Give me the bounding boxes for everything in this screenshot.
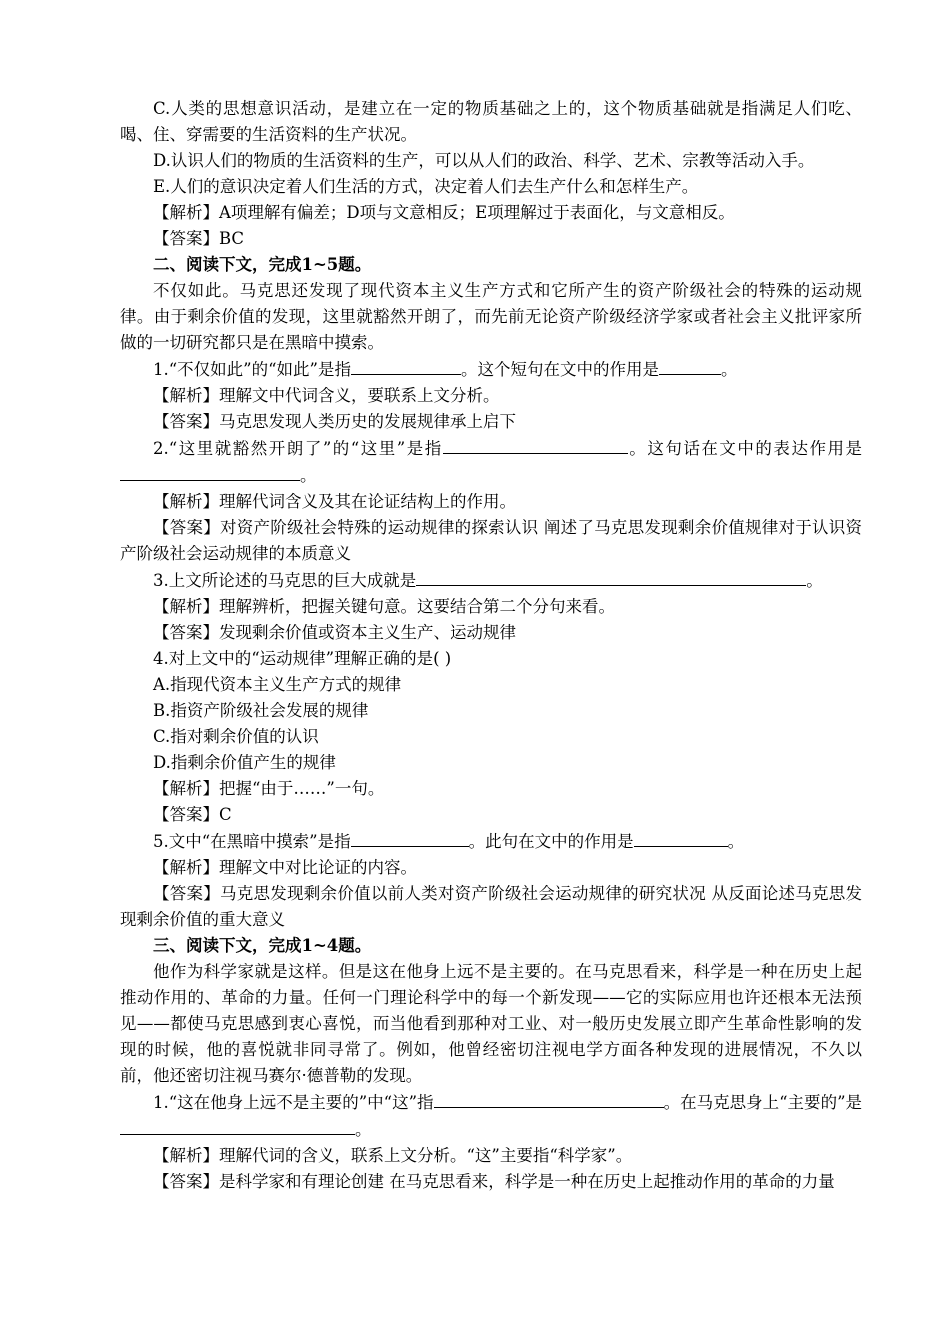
section-heading: 二、阅读下文，完成1~5题。: [153, 255, 372, 274]
answer-blank[interactable]: [351, 828, 469, 847]
question-5: [120, 828, 862, 855]
answer: 【答案】发现剩余价值或资本主义生产、运动规律: [153, 623, 516, 642]
question-text: 3.上文所论述的马克思的巨大成就是: [153, 571, 417, 590]
analysis: 【解析】理解文中对比论证的内容。: [153, 858, 417, 877]
reading-passage: 不仅如此。马克思还发现了现代资本主义生产方式和它所产生的资产阶级社会的特殊的运动规律。由于剩余价值的发现，这里就豁然开朗了，而先前无论资产阶级经济学家或者社会主义批评家所做的一切研究都只是在黑暗中摸索。: [120, 281, 862, 352]
analysis: 【解析】理解代词的含义，联系上文分析。“这”主要指“科学家”。: [153, 1146, 633, 1165]
answer: 【答案】是科学家和有理论创建 在马克思看来，科学是一种在历史上起推动作用的革命的力量: [153, 1172, 835, 1191]
question-2: [120, 435, 862, 489]
section-heading: 三、阅读下文，完成1~4题。: [153, 936, 372, 955]
answer-blank[interactable]: [120, 1116, 355, 1135]
question-text: 。: [300, 466, 317, 485]
question-text: 。在马克思身上“主要的”是: [663, 1093, 863, 1112]
analysis: 【解析】把握“由于……”一句。: [153, 779, 385, 798]
question-text: 。此句在文中的作用是: [468, 832, 634, 851]
answer-blank[interactable]: [351, 356, 461, 375]
question-text: 。: [727, 832, 745, 851]
analysis: 【解析】A项理解有偏差；D项与文意相反；E项理解过于表面化，与文意相反。: [153, 203, 735, 222]
choice-option-a: A.指现代资本主义生产方式的规律: [153, 675, 402, 694]
answer: 【答案】马克思发现剩余价值以前人类对资产阶级社会运动规律的研究状况 从反面论述马克思发现剩余价值的重大意义: [120, 884, 862, 929]
question-text: 5.文中“在黑暗中摸索”是指: [153, 832, 351, 851]
reading-passage: 他作为科学家就是这样。但是这在他身上远不是主要的。在马克思看来，科学是一种在历史上起推动作用的、革命的力量。任何一门理论科学中的每一个新发现——它的实际应用也许还根本无法预见——都使马克思感到衷心喜悦，而当他看到那种对工业、对一般历史发展立即产生革命性影响的发现的时候，他的喜悦就非同寻常了。例如，他曾经密切注视电学方面各种发现的进展情况，不久以前，他还密切注视马赛尔·德普勒的发现。: [120, 962, 862, 1085]
question-text: 。这个短句在文中的作用是: [460, 360, 659, 379]
question-4: 4.对上文中的“运动规律”理解正确的是( ): [153, 649, 452, 668]
answer-blank[interactable]: [659, 356, 721, 375]
option-d: D.认识人们的物质的生活资料的生产，可以从人们的政治、科学、艺术、宗教等活动入手。: [153, 151, 815, 170]
question-1: [120, 1089, 862, 1143]
answer-blank[interactable]: [120, 462, 300, 481]
answer: 【答案】C: [153, 805, 232, 824]
answer-blank[interactable]: [443, 435, 628, 454]
answer-blank[interactable]: [634, 828, 728, 847]
question-text: 。: [806, 571, 823, 590]
question-text: 。: [355, 1120, 372, 1139]
question-text: 2.“这里就豁然开朗了”的“这里”是指: [153, 439, 443, 458]
choice-option-d: D.指剩余价值产生的规律: [153, 753, 336, 772]
option-e: E.人们的意识决定着人们生活的方式，决定着人们去生产什么和怎样生产。: [153, 177, 699, 196]
answer: 【答案】BC: [153, 229, 245, 248]
answer-blank[interactable]: [434, 1089, 664, 1108]
option-c: C.人类的思想意识活动，是建立在一定的物质基础之上的，这个物质基础就是指满足人们吃、喝、住、穿需要的生活资料的生产状况。: [120, 99, 862, 144]
question-text: 。: [720, 360, 738, 379]
answer: 【答案】对资产阶级社会特殊的运动规律的探索认识 阐述了马克思发现剩余价值规律对于认识资产阶级社会运动规律的本质意义: [120, 518, 862, 563]
answer-blank[interactable]: [416, 567, 806, 586]
analysis: 【解析】理解代词含义及其在论证结构上的作用。: [153, 492, 516, 511]
question-3: [120, 567, 862, 594]
analysis: 【解析】理解辨析，把握关键句意。这要结合第二个分句来看。: [153, 597, 615, 616]
question-1: [120, 356, 862, 383]
question-text: 1.“不仅如此”的“如此”是指: [153, 360, 351, 379]
question-text: 。这句话在文中的表达作用是: [627, 439, 863, 458]
analysis: 【解析】理解文中代词含义，要联系上文分析。: [153, 386, 500, 405]
choice-option-b: B.指资产阶级社会发展的规律: [153, 701, 369, 720]
question-text: 1.“这在他身上远不是主要的”中“这”指: [153, 1093, 434, 1112]
answer: 【答案】马克思发现人类历史的发展规律承上启下: [153, 412, 516, 431]
choice-option-c: C.指对剩余价值的认识: [153, 727, 319, 746]
